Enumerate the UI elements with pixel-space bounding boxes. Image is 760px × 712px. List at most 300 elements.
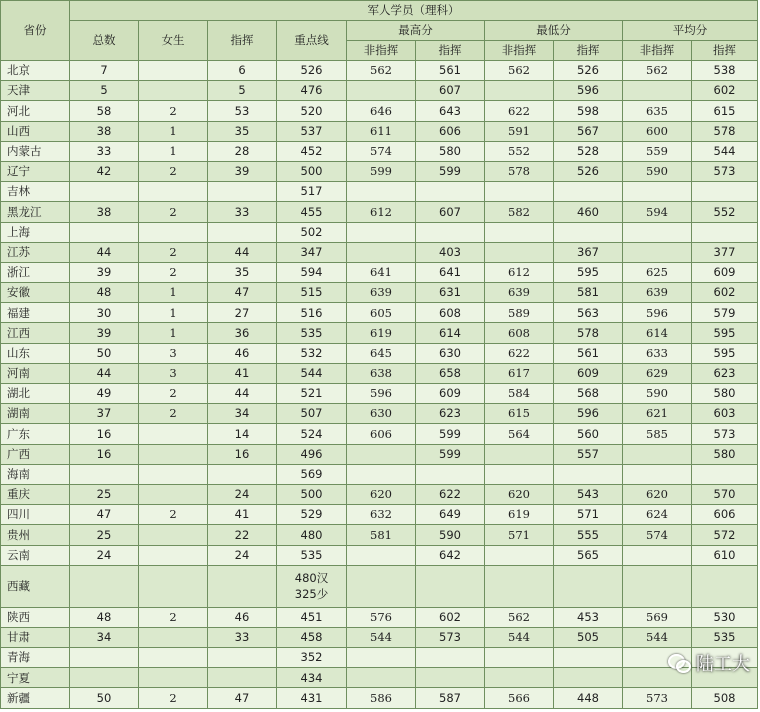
cell-command: [208, 668, 277, 688]
cell-female: [139, 525, 208, 545]
cell-avg-command: 580: [692, 384, 758, 404]
cell-min-command: 526: [554, 61, 623, 81]
cell-max-command: 607: [416, 202, 485, 222]
cell-max-non-command: 638: [347, 363, 416, 383]
cell-max-command: [416, 648, 485, 668]
cell-avg-non-command: 574: [623, 525, 692, 545]
cell-province: 吉林: [1, 182, 70, 202]
table-row: [1, 283, 758, 303]
cell-min-command: 571: [554, 505, 623, 525]
cell-avg-command: [692, 565, 758, 607]
cell-min-command: [554, 565, 623, 607]
cell-avg-command: [692, 182, 758, 202]
cell-min-command: [554, 222, 623, 242]
cell-min-non-command: 639: [485, 283, 554, 303]
cell-avg-non-command: [623, 242, 692, 262]
cell-key-line: 535: [277, 323, 347, 343]
cell-female: [139, 545, 208, 565]
header-max-score: 最高分: [347, 21, 485, 41]
cell-min-command: [554, 648, 623, 668]
cell-min-non-command: 562: [485, 61, 554, 81]
cell-command: [208, 565, 277, 607]
cell-command: 16: [208, 444, 277, 464]
cell-key-line: 451: [277, 607, 347, 627]
cell-min-command: 596: [554, 404, 623, 424]
cell-min-command: 448: [554, 688, 623, 708]
cell-province: 四川: [1, 505, 70, 525]
cell-min-command: 561: [554, 343, 623, 363]
cell-total: 25: [70, 484, 139, 504]
cell-female: [139, 464, 208, 484]
cell-female: 2: [139, 242, 208, 262]
cell-total: 33: [70, 141, 139, 161]
cell-province: 内蒙古: [1, 141, 70, 161]
cell-command: [208, 222, 277, 242]
cell-command: 33: [208, 627, 277, 647]
cell-female: 1: [139, 323, 208, 343]
cell-female: 1: [139, 303, 208, 323]
cell-command: 47: [208, 688, 277, 708]
cell-max-non-command: 562: [347, 61, 416, 81]
cell-avg-command: 508: [692, 688, 758, 708]
cell-key-line: 529: [277, 505, 347, 525]
cell-max-non-command: 606: [347, 424, 416, 444]
header-min-non-command: 非指挥: [485, 41, 554, 61]
cell-min-non-command: 617: [485, 363, 554, 383]
cell-min-non-command: [485, 222, 554, 242]
cell-min-non-command: 578: [485, 161, 554, 181]
table-row: [1, 101, 758, 121]
cell-total: 48: [70, 607, 139, 627]
table-row: [1, 384, 758, 404]
cell-key-line: 480: [277, 525, 347, 545]
cell-min-non-command: 622: [485, 343, 554, 363]
table-row: [1, 464, 758, 484]
cell-command: [208, 464, 277, 484]
cell-key-line: 458: [277, 627, 347, 647]
cell-command: 24: [208, 545, 277, 565]
cell-max-non-command: [347, 648, 416, 668]
cell-key-line: 352: [277, 648, 347, 668]
cell-min-non-command: 564: [485, 424, 554, 444]
cell-avg-command: 579: [692, 303, 758, 323]
cell-avg-command: 570: [692, 484, 758, 504]
cell-max-non-command: [347, 242, 416, 262]
cell-avg-non-command: 635: [623, 101, 692, 121]
cell-max-command: 649: [416, 505, 485, 525]
cell-min-non-command: 622: [485, 101, 554, 121]
cell-avg-command: 595: [692, 343, 758, 363]
cell-max-command: 658: [416, 363, 485, 383]
cell-avg-non-command: 544: [623, 627, 692, 647]
cell-key-line: 535: [277, 545, 347, 565]
cell-min-command: 581: [554, 283, 623, 303]
cell-province: 广西: [1, 444, 70, 464]
cell-min-non-command: 582: [485, 202, 554, 222]
cell-command: [208, 648, 277, 668]
cell-max-command: 630: [416, 343, 485, 363]
cell-total: [70, 464, 139, 484]
cell-province: 黑龙江: [1, 202, 70, 222]
table-row: [1, 161, 758, 181]
cell-max-non-command: 620: [347, 484, 416, 504]
cell-max-non-command: 632: [347, 505, 416, 525]
cell-max-command: 606: [416, 121, 485, 141]
table-row: [1, 202, 758, 222]
table-row: [1, 505, 758, 525]
cell-key-line: 434: [277, 668, 347, 688]
cell-key-line: 569: [277, 464, 347, 484]
cell-province: 湖南: [1, 404, 70, 424]
cell-avg-non-command: [623, 182, 692, 202]
key-line-han: 480汉: [294, 570, 329, 585]
cell-female: 1: [139, 283, 208, 303]
cell-key-line: 532: [277, 343, 347, 363]
header-min-command: 指挥: [554, 41, 623, 61]
header-avg-score: 平均分: [623, 21, 758, 41]
cell-province: 山西: [1, 121, 70, 141]
cell-max-non-command: 586: [347, 688, 416, 708]
cell-female: [139, 565, 208, 607]
cell-female: [139, 61, 208, 81]
cell-avg-non-command: 625: [623, 262, 692, 282]
cell-max-command: 641: [416, 262, 485, 282]
cell-max-non-command: [347, 545, 416, 565]
cell-min-command: 460: [554, 202, 623, 222]
cell-female: 2: [139, 384, 208, 404]
cell-min-non-command: 571: [485, 525, 554, 545]
cell-total: 30: [70, 303, 139, 323]
cell-max-command: 622: [416, 484, 485, 504]
table-row: [1, 424, 758, 444]
cell-avg-non-command: [623, 545, 692, 565]
cell-province: 海南: [1, 464, 70, 484]
cell-avg-command: 544: [692, 141, 758, 161]
cell-female: [139, 648, 208, 668]
cell-min-command: 567: [554, 121, 623, 141]
cell-key-line: 500: [277, 161, 347, 181]
cell-max-command: [416, 565, 485, 607]
cell-avg-command: [692, 464, 758, 484]
cell-key-line: 452: [277, 141, 347, 161]
header-key-line: 重点线: [277, 21, 347, 61]
cell-female: [139, 668, 208, 688]
cell-total: 5: [70, 81, 139, 101]
cell-command: 53: [208, 101, 277, 121]
cell-avg-non-command: 562: [623, 61, 692, 81]
cell-total: [70, 182, 139, 202]
cell-max-non-command: 605: [347, 303, 416, 323]
cell-province: 上海: [1, 222, 70, 242]
cell-total: 16: [70, 424, 139, 444]
cell-key-line: 455: [277, 202, 347, 222]
cell-avg-non-command: 621: [623, 404, 692, 424]
cell-min-command: [554, 668, 623, 688]
cell-max-command: [416, 668, 485, 688]
cell-command: 44: [208, 242, 277, 262]
cell-min-non-command: 562: [485, 607, 554, 627]
cell-avg-non-command: [623, 222, 692, 242]
cell-max-non-command: 641: [347, 262, 416, 282]
cell-min-command: 367: [554, 242, 623, 262]
cell-female: 1: [139, 141, 208, 161]
cell-avg-command: 530: [692, 607, 758, 627]
cell-max-command: 587: [416, 688, 485, 708]
cell-max-command: [416, 222, 485, 242]
cell-avg-command: 609: [692, 262, 758, 282]
cell-key-line: [277, 565, 347, 607]
cell-min-non-command: [485, 545, 554, 565]
cell-min-command: 557: [554, 444, 623, 464]
cell-female: [139, 627, 208, 647]
cell-total: 38: [70, 202, 139, 222]
header-province: 省份: [1, 1, 70, 61]
cell-command: 35: [208, 121, 277, 141]
table-body: [1, 61, 758, 709]
cell-female: [139, 182, 208, 202]
cell-max-non-command: 596: [347, 384, 416, 404]
cell-female: 2: [139, 101, 208, 121]
cell-female: 3: [139, 363, 208, 383]
cell-avg-non-command: [623, 81, 692, 101]
cell-total: 34: [70, 627, 139, 647]
cell-province: 河南: [1, 363, 70, 383]
cell-total: [70, 222, 139, 242]
cell-avg-command: 603: [692, 404, 758, 424]
cell-command: 22: [208, 525, 277, 545]
cell-province: 陕西: [1, 607, 70, 627]
cell-min-non-command: [485, 648, 554, 668]
table-row: [1, 565, 758, 607]
cell-avg-command: 623: [692, 363, 758, 383]
cell-max-command: 403: [416, 242, 485, 262]
cell-avg-non-command: 559: [623, 141, 692, 161]
cell-female: 1: [139, 121, 208, 141]
cell-female: [139, 444, 208, 464]
cell-avg-non-command: 569: [623, 607, 692, 627]
cell-min-command: 595: [554, 262, 623, 282]
watermark-text: 陆工大: [696, 654, 750, 675]
cell-command: 34: [208, 404, 277, 424]
cell-female: 2: [139, 688, 208, 708]
cell-province: 江苏: [1, 242, 70, 262]
cell-province: 重庆: [1, 484, 70, 504]
cell-avg-command: 573: [692, 424, 758, 444]
cell-command: 46: [208, 343, 277, 363]
header-total: 总数: [70, 21, 139, 61]
cell-min-command: 453: [554, 607, 623, 627]
cell-min-non-command: 612: [485, 262, 554, 282]
table-row: [1, 343, 758, 363]
cell-max-non-command: [347, 444, 416, 464]
cell-avg-non-command: [623, 565, 692, 607]
cell-command: 36: [208, 323, 277, 343]
cell-province: 广东: [1, 424, 70, 444]
cell-max-non-command: [347, 81, 416, 101]
cell-max-non-command: 645: [347, 343, 416, 363]
cell-avg-command: 602: [692, 283, 758, 303]
cell-key-line: 594: [277, 262, 347, 282]
cell-female: 2: [139, 161, 208, 181]
cell-max-command: 599: [416, 444, 485, 464]
cell-min-non-command: 620: [485, 484, 554, 504]
cell-total: 44: [70, 242, 139, 262]
header-max-command: 指挥: [416, 41, 485, 61]
cell-total: 42: [70, 161, 139, 181]
cell-female: [139, 222, 208, 242]
cell-avg-command: 538: [692, 61, 758, 81]
cell-command: 5: [208, 81, 277, 101]
cell-avg-command: 573: [692, 161, 758, 181]
header-avg-non-command: 非指挥: [623, 41, 692, 61]
cell-avg-non-command: 633: [623, 343, 692, 363]
key-line-minority: 325少: [294, 587, 329, 602]
cell-female: [139, 484, 208, 504]
cell-max-command: 607: [416, 81, 485, 101]
cell-key-line: 521: [277, 384, 347, 404]
cell-min-non-command: 584: [485, 384, 554, 404]
cell-total: 39: [70, 323, 139, 343]
cell-key-line: 496: [277, 444, 347, 464]
cell-female: 3: [139, 343, 208, 363]
cell-province: 河北: [1, 101, 70, 121]
cell-total: [70, 565, 139, 607]
cell-min-command: 578: [554, 323, 623, 343]
table-row: [1, 444, 758, 464]
cell-min-command: [554, 182, 623, 202]
cell-command: 41: [208, 363, 277, 383]
cell-command: 27: [208, 303, 277, 323]
cell-max-non-command: 630: [347, 404, 416, 424]
cell-command: 35: [208, 262, 277, 282]
cell-avg-command: 535: [692, 627, 758, 647]
cell-max-command: 643: [416, 101, 485, 121]
cell-province: 江西: [1, 323, 70, 343]
cell-total: 7: [70, 61, 139, 81]
cell-max-command: 561: [416, 61, 485, 81]
cell-max-command: [416, 182, 485, 202]
cell-province: 贵州: [1, 525, 70, 545]
cell-avg-command: 595: [692, 323, 758, 343]
watermark: [668, 650, 750, 676]
cell-total: 38: [70, 121, 139, 141]
table-row: [1, 262, 758, 282]
cell-min-command: 505: [554, 627, 623, 647]
cell-key-line: 431: [277, 688, 347, 708]
cell-total: 50: [70, 343, 139, 363]
cell-max-command: 590: [416, 525, 485, 545]
cell-avg-command: 602: [692, 81, 758, 101]
cell-max-non-command: 611: [347, 121, 416, 141]
cell-min-command: 568: [554, 384, 623, 404]
cell-key-line: 516: [277, 303, 347, 323]
table-row: [1, 242, 758, 262]
table-row: [1, 607, 758, 627]
cell-min-non-command: [485, 242, 554, 262]
cell-max-command: 599: [416, 424, 485, 444]
cell-command: 24: [208, 484, 277, 504]
cell-command: 33: [208, 202, 277, 222]
table-row: [1, 627, 758, 647]
table-row: [1, 545, 758, 565]
cell-key-line: 537: [277, 121, 347, 141]
cell-female: 2: [139, 607, 208, 627]
cell-total: 47: [70, 505, 139, 525]
cell-min-non-command: 615: [485, 404, 554, 424]
cell-avg-non-command: 600: [623, 121, 692, 141]
cell-province: 宁夏: [1, 668, 70, 688]
cell-avg-command: 572: [692, 525, 758, 545]
cell-female: 2: [139, 505, 208, 525]
cell-province: 北京: [1, 61, 70, 81]
cell-avg-non-command: 629: [623, 363, 692, 383]
cell-max-command: 623: [416, 404, 485, 424]
cell-key-line: 517: [277, 182, 347, 202]
cell-max-non-command: [347, 565, 416, 607]
cell-avg-command: 377: [692, 242, 758, 262]
cell-avg-non-command: 573: [623, 688, 692, 708]
table-row: [1, 182, 758, 202]
cell-max-non-command: [347, 668, 416, 688]
cell-avg-non-command: [623, 464, 692, 484]
cell-max-command: 580: [416, 141, 485, 161]
cell-command: 41: [208, 505, 277, 525]
wechat-icon: [668, 654, 690, 672]
cell-key-line: 515: [277, 283, 347, 303]
cell-command: 14: [208, 424, 277, 444]
cell-province: 山东: [1, 343, 70, 363]
cell-command: 44: [208, 384, 277, 404]
cell-province: 甘肃: [1, 627, 70, 647]
cell-total: 16: [70, 444, 139, 464]
cell-avg-command: 580: [692, 444, 758, 464]
cell-min-non-command: [485, 464, 554, 484]
cell-min-command: 560: [554, 424, 623, 444]
cell-max-non-command: 612: [347, 202, 416, 222]
header-avg-command: 指挥: [692, 41, 758, 61]
cell-min-non-command: 608: [485, 323, 554, 343]
cell-max-non-command: 544: [347, 627, 416, 647]
cell-avg-non-command: 590: [623, 384, 692, 404]
cell-min-non-command: [485, 81, 554, 101]
cell-key-line: 524: [277, 424, 347, 444]
table-row: [1, 121, 758, 141]
cell-min-command: 528: [554, 141, 623, 161]
cell-female: [139, 424, 208, 444]
table-row: [1, 61, 758, 81]
cell-min-non-command: 566: [485, 688, 554, 708]
cell-total: [70, 668, 139, 688]
cell-avg-non-command: 585: [623, 424, 692, 444]
cell-command: 6: [208, 61, 277, 81]
table-row: [1, 688, 758, 708]
cell-max-command: 631: [416, 283, 485, 303]
cell-min-non-command: [485, 668, 554, 688]
table-row: [1, 404, 758, 424]
cell-key-line: 544: [277, 363, 347, 383]
cell-max-non-command: 619: [347, 323, 416, 343]
cell-avg-command: 610: [692, 545, 758, 565]
cell-province: 湖北: [1, 384, 70, 404]
cell-avg-command: 606: [692, 505, 758, 525]
cell-max-non-command: 581: [347, 525, 416, 545]
cell-total: 48: [70, 283, 139, 303]
cell-min-command: 526: [554, 161, 623, 181]
cell-avg-non-command: 624: [623, 505, 692, 525]
cell-avg-non-command: 620: [623, 484, 692, 504]
cell-total: 39: [70, 262, 139, 282]
cell-command: [208, 182, 277, 202]
